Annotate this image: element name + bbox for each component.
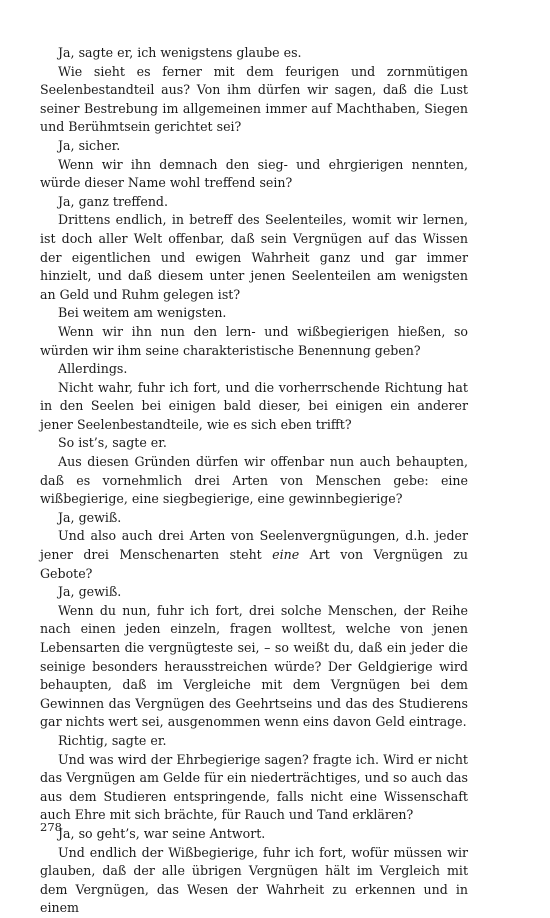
paragraph-text: Art von Vergnügen zu Gebote? xyxy=(40,547,468,581)
paragraph: Wenn wir ihn nun den lern- und wißbegierigen hießen, so würden wir ihm seine charakteristische Benennung geben? xyxy=(40,323,468,358)
paragraph: Wie sieht es ferner mit dem feurigen und zornmütigen Seelenbestandteil aus? Von ihm dürfen wir sagen, daß die Lust seiner Bestrebung im allgemeinen immer auf Machthaben, Siegen und Berühmtsein gerichtet sei? xyxy=(40,63,468,135)
emphasis: eine xyxy=(272,547,300,563)
paragraph xyxy=(40,527,468,583)
paragraph: Drittens endlich, in betreff des Seelenteiles, womit wir lernen, ist doch aller Welt offenbar, daß sein Vergnügen auf das Wissen der eigentlichen und ewigen Wahrheit ganz und gar immer hinzielt, und daß diesem unter jenen Seelenteilen am wenigsten an Geld und Ruhm gelegen ist? xyxy=(40,212,468,302)
paragraph: Ja, gewiß. xyxy=(58,509,122,525)
paragraph: Bei weitem am wenigsten. xyxy=(58,305,227,321)
paragraph: Richtig, sagte er. xyxy=(58,732,167,748)
paragraph: Ja, gewiß. xyxy=(58,584,122,600)
paragraph-text: Und also auch drei Arten von Seelenvergnügungen, d.h. jeder jener drei Menschenarten steht xyxy=(40,528,468,563)
paragraph: Ja, so geht’s, war seine Antwort. xyxy=(58,825,266,841)
paragraph: Aus diesen Gründen dürfen wir offenbar nun auch behaupten, daß es vornehmlich drei Arten von Menschen gebe: eine wißbegierige, eine siegbegierige, eine gewinnbegierige? xyxy=(40,454,468,507)
paragraph: Ja, ganz treffend. xyxy=(58,193,168,209)
paragraph: Allerdings. xyxy=(58,361,128,377)
paragraph: Und endlich der Wißbegierige, fuhr ich fort, wofür müssen wir glauben, daß der alle übrigen Vergnügen hält im Vergleich mit dem Vergnügen, das Wesen der Wahrheit zu erkennen und in einem xyxy=(40,844,468,916)
paragraph: Und was wird der Ehrbegierige sagen? fragte ich. Wird er nicht das Vergnügen am Gelde für ein niederträchtiges, und so auch das aus dem Studieren entspringende, falls nicht eine Wissenschaft auch Ehre mit sich brächte, für Rauch und Tand erklären? xyxy=(40,751,468,823)
page-number: 278 xyxy=(40,820,62,834)
paragraph: Nicht wahr, fuhr ich fort, und die vorherrschende Richtung hat in den Seelen bei einigen bald dieser, bei einigen ein anderer jener Seelenbestandteile, wie es sich eben trifft? xyxy=(40,379,468,432)
paragraph: Ja, sagte er, ich wenigstens glaube es. xyxy=(58,45,302,60)
page-body xyxy=(40,44,468,918)
paragraph: Wenn du nun, fuhr ich fort, drei solche Menschen, der Reihe nach einen jeden einzeln, fragen wolltest, welche von jenen Lebensarten die vergnügteste sei, – so weißt du, daß ein jeder die seinige besonders herausstreichen würde? Der Geldgierige wird behaupten, daß im Vergleiche mit dem Vergnügen bei dem Gewinnen das Vergnügen des Geehrtseins und das des Studierens gar nichts wert sei, ausgenommen wenn eins davon Geld eintrage. xyxy=(40,602,468,730)
paragraph: Wenn wir ihn demnach den sieg- und ehrgierigen nennten, würde dieser Name wohl treffend sein? xyxy=(40,156,468,191)
paragraph: Ja, sicher. xyxy=(58,137,121,153)
paragraph: So ist’s, sagte er. xyxy=(58,435,167,451)
